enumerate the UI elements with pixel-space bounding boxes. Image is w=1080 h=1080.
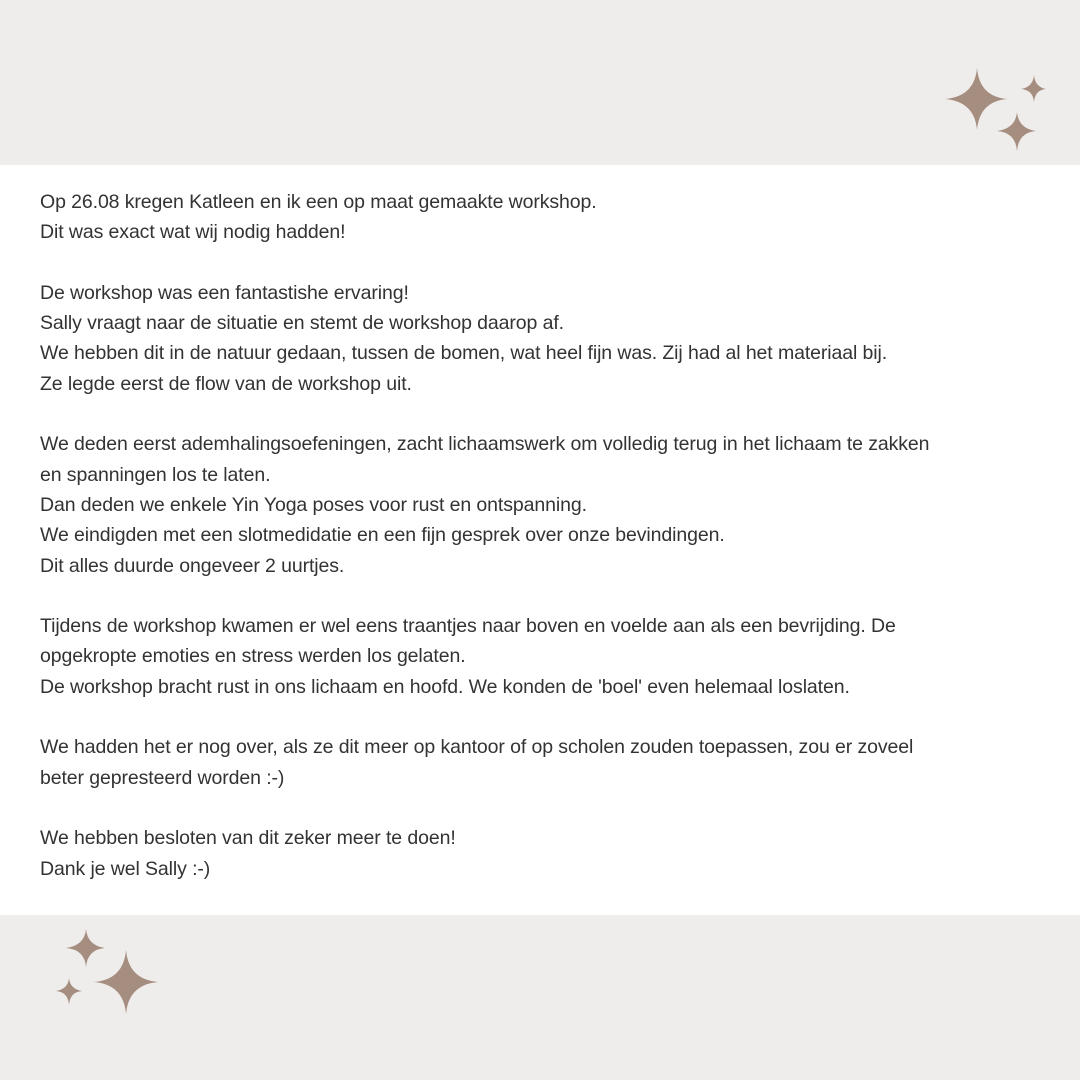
testimonial-line: We deden eerst ademhalingsoefeningen, zacht lichaamswerk om volledig terug in het lichaam te zakken	[40, 433, 930, 456]
testimonial-line: en spanningen los te laten.	[40, 463, 271, 486]
testimonial-line: Sally vraagt naar de situatie en stemt de workshop daarop af.	[40, 312, 564, 335]
testimonial-line: beter gepresteerd worden :-)	[40, 766, 285, 789]
medium-sparkle	[997, 112, 1036, 151]
testimonial-line: De workshop was een fantastishe ervaring!	[40, 281, 409, 304]
small-sparkle	[56, 978, 82, 1005]
testimonial-line: Dank je wel Sally :-)	[40, 857, 211, 880]
sparkles-icon	[52, 925, 167, 1020]
large-sparkle	[945, 68, 1007, 130]
testimonial-text	[40, 187, 1050, 884]
medium-sparkle	[66, 929, 105, 967]
testimonial-line: We hebben besloten van dit zeker meer te doen!	[40, 827, 456, 850]
testimonial-paragraph	[40, 823, 1050, 884]
testimonial-line: Tijdens de workshop kwamen er wel eens traantjes naar boven en voelde aan als een bevrijding. De	[40, 615, 896, 638]
testimonial-line: opgekropte emoties en stress werden los gelaten.	[40, 645, 466, 668]
testimonial-line: We eindigden met een slotmedidatie en een fijn gesprek over onze bevindingen.	[40, 524, 725, 547]
testimonial-line: We hadden het er nog over, als ze dit meer op kantoor of op scholen zouden toepassen, zou er zoveel	[40, 736, 914, 759]
testimonial-line: Dan deden we enkele Yin Yoga poses voor rust en ontspanning.	[40, 493, 587, 516]
sparkles-icon-graphic	[52, 925, 167, 1020]
testimonial-line: Dit alles duurde ongeveer 2 uurtjes.	[40, 554, 345, 577]
small-sparkle	[1021, 75, 1046, 102]
sparkles-icon-graphic	[940, 62, 1050, 157]
testimonial-paragraph	[40, 187, 1050, 248]
sparkles-icon	[940, 62, 1050, 157]
testimonial-card	[0, 165, 1080, 915]
testimonial-paragraph	[40, 611, 1050, 702]
large-sparkle	[94, 950, 158, 1014]
testimonial-line: Ze legde eerst de flow van de workshop uit.	[40, 372, 412, 395]
testimonial-paragraph	[40, 278, 1050, 399]
testimonial-line: Op 26.08 kregen Katleen en ik een op maat gemaakte workshop.	[40, 191, 597, 213]
testimonial-line: Dit was exact wat wij nodig hadden!	[40, 221, 346, 244]
testimonial-paragraph	[40, 429, 1050, 580]
testimonial-paragraph	[40, 732, 1050, 793]
testimonial-line: We hebben dit in de natuur gedaan, tussen de bomen, wat heel fijn was. Zij had al het materiaal bij.	[40, 342, 888, 365]
testimonial-line: De workshop bracht rust in ons lichaam en hoofd. We konden de 'boel' even helemaal loslaten.	[40, 675, 850, 698]
